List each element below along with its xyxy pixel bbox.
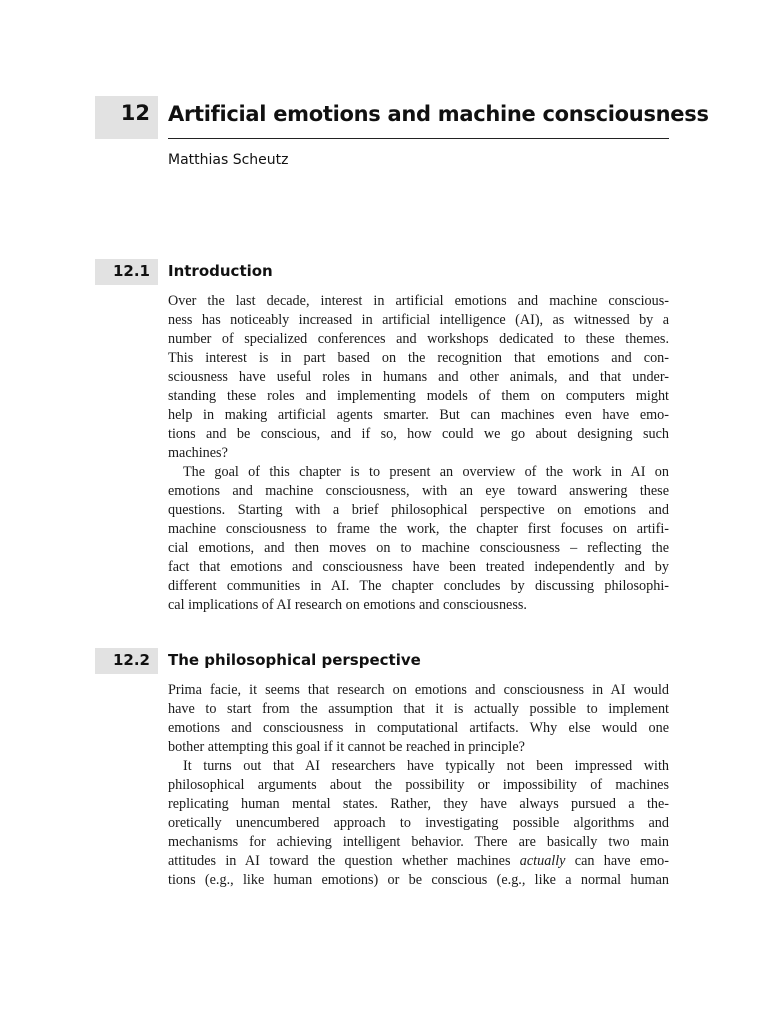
text-line: replicating human mental states. Rather, they have always pursued a the-	[168, 796, 669, 812]
text-run: attitudes in AI toward the question whether machines	[168, 853, 520, 869]
text-line: emotions and machine consciousness, with an eye toward answering these	[168, 483, 669, 499]
text-line: machines?	[168, 445, 228, 461]
text-line: have to start from the assumption that it is actually possible to implement	[168, 701, 669, 717]
text-line: tions (e.g., like human emotions) or be conscious (e.g., like a normal human	[168, 872, 669, 888]
chapter-title: Artificial emotions and machine consciousness	[168, 102, 709, 126]
section-title: Introduction	[168, 262, 273, 280]
chapter-number: 12	[120, 101, 150, 125]
section-number: 12.1	[112, 262, 150, 280]
chapter-author: Matthias Scheutz	[168, 152, 289, 168]
text-line: It turns out that AI researchers have typically not been impressed with	[183, 758, 669, 774]
text-line: tions and be conscious, and if so, how could we go about designing such	[168, 426, 669, 442]
text-line: This interest is in part based on the recognition that emotions and con-	[168, 350, 669, 366]
text-line: questions. Starting with a brief philosophical perspective on emotions and	[168, 502, 669, 518]
section-title: The philosophical perspective	[168, 651, 421, 669]
text-line: The goal of this chapter is to present an overview of the work in AI on	[183, 464, 669, 480]
text-run: can have emo-	[565, 853, 669, 869]
text-line: machine consciousness to frame the work, the chapter first focuses on artifi-	[168, 521, 669, 537]
text-line: cal implications of AI research on emotions and consciousness.	[168, 597, 527, 613]
text-line: number of specialized conferences and workshops dedicated to these themes.	[168, 331, 669, 347]
text-line: different communities in AI. The chapter concludes by discussing philosophi-	[168, 578, 669, 594]
text-line: sciousness have useful roles in humans and other animals, and that under-	[168, 369, 669, 385]
text-line: emotions and consciousness in computational artifacts. Why else would one	[168, 720, 669, 736]
emphasized-word: actually	[519, 853, 566, 869]
text-line: Over the last decade, interest in artificial emotions and machine conscious-	[168, 293, 669, 309]
text-line: Prima facie, it seems that research on emotions and consciousness in AI would	[168, 682, 669, 698]
section-body-introduction	[168, 292, 669, 615]
text-line: oretically unencumbered approach to investigating possible algorithms and	[168, 815, 669, 831]
text-line: philosophical arguments about the possibility or impossibility of machines	[168, 777, 669, 793]
text-line: fact that emotions and consciousness have been treated independently and by	[168, 559, 669, 575]
text-line: help in making artificial agents smarter. But can machines even have emo-	[168, 407, 669, 423]
chapter-title-rule	[168, 138, 669, 139]
text-line: bother attempting this goal if it cannot be reached in principle?	[168, 739, 525, 755]
text-line: mechanisms for achieving intelligent behavior. There are basically two main	[168, 834, 669, 850]
section-number: 12.2	[112, 651, 150, 669]
text-line: cial emotions, and then moves on to machine consciousness – reflecting the	[168, 540, 669, 556]
section-body-philosophical-perspective	[168, 681, 669, 890]
text-line: standing these roles and implementing models of them on computers might	[168, 388, 669, 404]
text-line-with-emphasis	[168, 852, 669, 871]
text-line: ness has noticeably increased in artificial intelligence (AI), as witnessed by a	[168, 312, 669, 328]
